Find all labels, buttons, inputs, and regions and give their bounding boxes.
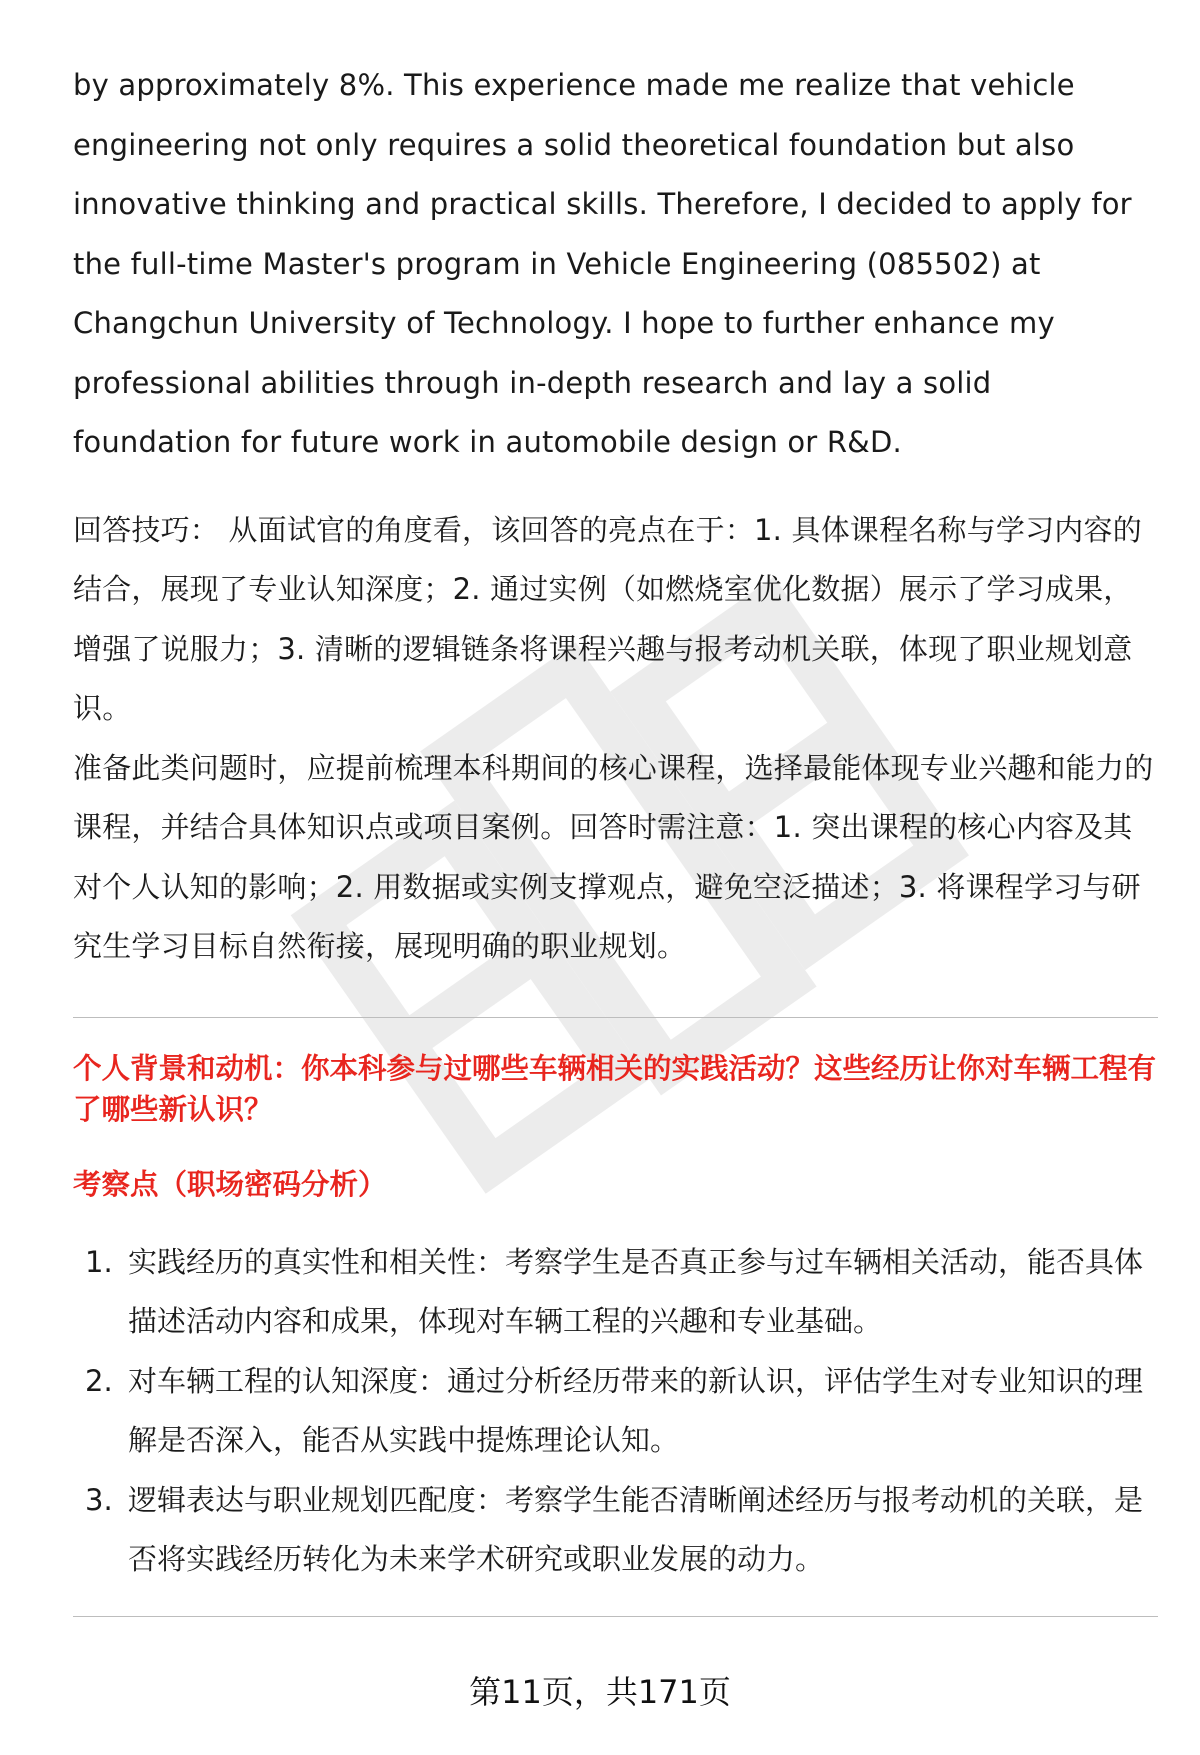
list-item-text: 实践经历的真实性和相关性：考察学生是否真正参与过车辆相关活动，能否具体描述活动内容和成果，体现对车辆工程的兴趣和专业基础。 — [128, 1244, 1144, 1338]
list-item — [73, 1471, 1158, 1590]
answer-continuation-paragraph: by approximately 8%. This experience made me realize that vehicle engineering not only requires a solid theoretical foundation but also innovative thinking and practical skills. Therefore, I decided to apply for the full-time Master's program in Vehicle Engineering (085502) at Changchun University of Technology. I hope to further enhance my professional abilities through in-depth research and lay a solid foundation for future work in automobile design or R&D. — [73, 68, 1132, 459]
list-item-text: 对车辆工程的认知深度：通过分析经历带来的新认识，评估学生对专业知识的理解是否深入，能否从实践中提炼理论认知。 — [128, 1363, 1144, 1457]
assessment-points-heading: 考察点（职场密码分析） — [73, 1167, 387, 1201]
list-item — [73, 1233, 1158, 1352]
list-item — [73, 1352, 1158, 1471]
section-divider-top — [73, 1017, 1158, 1018]
page-number-footer: 第11页，共171页 — [469, 1673, 731, 1711]
main-content — [73, 56, 1158, 1617]
list-item-text: 逻辑表达与职业规划匹配度：考察学生能否清晰阐述经历与报考动机的关联，是否将实践经历转化为未来学术研究或职业发展的动力。 — [128, 1482, 1144, 1576]
tips-paragraph-1: 回答技巧： 从面试官的角度看，该回答的亮点在于：1. 具体课程名称与学习内容的结合，展现了专业认知深度；2. 通过实例（如燃烧室优化数据）展示了学习成果，增强了说服力；3. 清晰的逻辑链条将课程兴趣与报考动机关联，体现了职业规划意识。 — [73, 512, 1142, 725]
assessment-points-list — [73, 1233, 1158, 1590]
answer-tips — [73, 501, 1158, 977]
list-item-number: 3. — [85, 1482, 113, 1517]
tips-paragraph-2: 准备此类问题时，应提前梳理本科期间的核心课程，选择最能体现专业兴趣和能力的课程，并结合具体知识点或项目案例。回答时需注意：1. 突出课程的核心内容及其对个人认知的影响；2. 用数据或实例支撑观点，避免空泛描述；3. 将课程学习与研究生学习目标自然衔接，展现明确的职业规划。 — [73, 750, 1154, 963]
question-heading: 个人背景和动机：你本科参与过哪些车辆相关的实践活动？这些经历让你对车辆工程有了哪些新认识？ — [73, 1051, 1157, 1126]
list-item-number: 2. — [85, 1363, 113, 1398]
section-divider-bottom — [73, 1616, 1158, 1617]
list-item-number: 1. — [85, 1244, 113, 1279]
